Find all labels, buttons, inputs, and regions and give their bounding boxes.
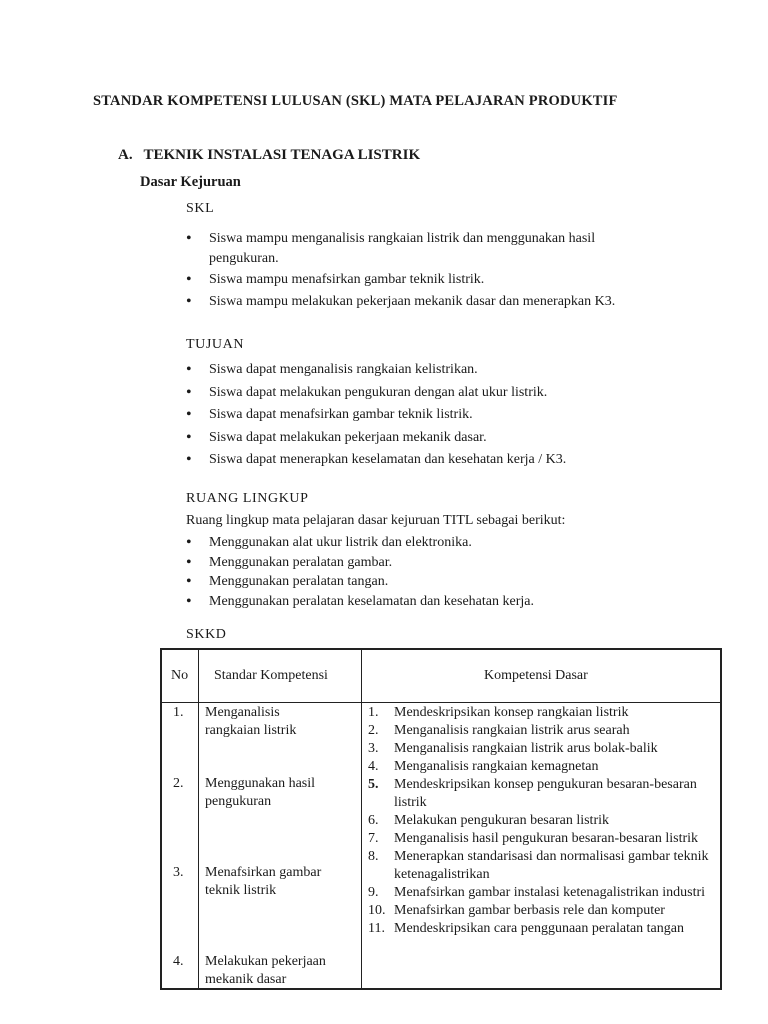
section-title: TEKNIK INSTALASI TENAGA LISTRIK (143, 147, 421, 163)
ruang-lingkup-intro: Ruang lingkup mata pelajaran dasar kejuruan TITL sebagai berikut: (186, 513, 566, 528)
list-item: 1. Mendeskripsikan konsep rangkaian listrik (368, 705, 629, 720)
row-number: 1. (173, 705, 184, 720)
list-item: • Siswa dapat melakukan pekerjaan mekanik dasar. (186, 427, 566, 450)
list-item: 2. Menganalisis rangkaian listrik arus searah (368, 723, 630, 738)
list-item: 11. Mendeskripsikan cara penggunaan peralatan tangan (368, 921, 684, 936)
skl-list (186, 229, 615, 313)
list-item: • Menggunakan peralatan gambar. (186, 553, 534, 573)
ruang-lingkup-list (186, 533, 534, 612)
row-number: 2. (173, 776, 184, 791)
standar-text: Menggunakan hasil pengukuran (205, 776, 316, 809)
list-item: • Menggunakan peralatan keselamatan dan kesehatan kerja. (186, 592, 534, 612)
skkd-label: SKKD (186, 627, 227, 642)
list-item: 5. Mendeskripsikan konsep pengukuran besaran-besaran listrik (368, 777, 697, 810)
list-item: • Siswa mampu menafsirkan gambar teknik listrik. (186, 269, 615, 291)
standar-text: Menafsirkan gambar teknik listrik (205, 865, 322, 898)
skkd-table (160, 648, 722, 990)
list-item: • Menggunakan alat ukur listrik dan elektronika. (186, 533, 534, 553)
kompetensi-dasar-list (368, 704, 714, 938)
standar-text: Menganalisis rangkaian listrik (205, 705, 297, 738)
section-number: A. (118, 147, 133, 163)
tujuan-list (186, 359, 566, 472)
table-divider (162, 702, 720, 703)
list-item: 10. Menafsirkan gambar berbasis rele dan komputer (368, 903, 665, 918)
list-item: 6. Melakukan pengukuran besaran listrik (368, 813, 609, 828)
list-item: 4. Menganalisis rangkaian kemagnetan (368, 759, 599, 774)
table-divider (198, 650, 199, 988)
list-item: • Siswa dapat menafsirkan gambar teknik listrik. (186, 404, 566, 427)
row-number: 4. (173, 954, 184, 969)
list-item: • Siswa mampu melakukan pekerjaan mekanik dasar dan menerapkan K3. (186, 291, 615, 313)
standar-text: Melakukan pekerjaan mekanik dasar (205, 954, 326, 987)
list-item: • Menggunakan peralatan tangan. (186, 572, 534, 592)
list-item: 7. Menganalisis hasil pengukuran besaran-besaran listrik (368, 831, 699, 846)
row-number: 3. (173, 865, 184, 880)
section-heading (118, 147, 420, 164)
list-item: • Siswa mampu menganalisis rangkaian listrik dan menggunakan hasil pengukuran. (186, 229, 615, 269)
list-item: 3. Menganalisis rangkaian listrik arus bolak-balik (368, 741, 658, 756)
list-item: • Siswa dapat melakukan pengukuran dengan alat ukur listrik. (186, 382, 566, 405)
table-divider (361, 650, 362, 988)
header-standar-kompetensi: Standar Kompetensi (214, 668, 328, 683)
list-item: • Siswa dapat menerapkan keselamatan dan kesehatan kerja / K3. (186, 449, 566, 472)
header-kompetensi-dasar: Kompetensi Dasar (484, 668, 588, 683)
page-title: STANDAR KOMPETENSI LULUSAN (SKL) MATA PELAJARAN PRODUKTIF (93, 93, 618, 109)
ruang-lingkup-label: RUANG LINGKUP (186, 491, 309, 506)
list-item: • Siswa dapat menganalisis rangkaian kelistrikan. (186, 359, 566, 382)
subsection-heading: Dasar Kejuruan (140, 174, 241, 190)
list-item: 9. Menafsirkan gambar instalasi ketenagalistrikan industri (368, 885, 706, 900)
skl-label: SKL (186, 201, 215, 216)
list-item: 8. Menerapkan standarisasi dan normalisasi gambar teknik ketenagalistrikan (368, 849, 709, 882)
header-no: No (171, 668, 189, 683)
tujuan-label: TUJUAN (186, 337, 245, 352)
